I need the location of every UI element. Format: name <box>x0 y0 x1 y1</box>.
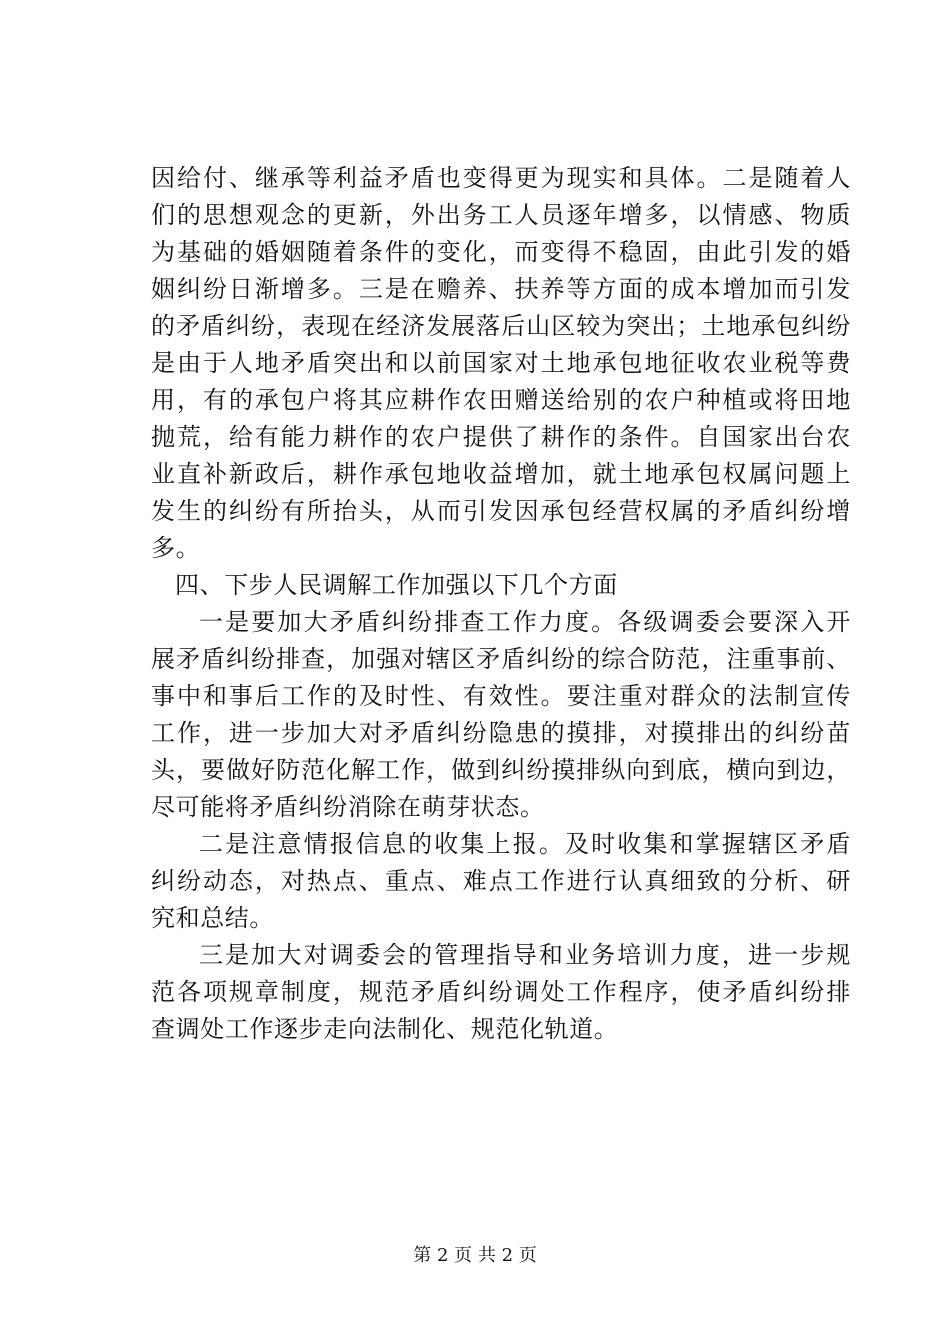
page-footer <box>0 1244 950 1268</box>
text-line: 业直补新政后，耕作承包地收益增加，就土地承包权属问题上 <box>151 460 851 488</box>
text-line: 查调处工作逐步走向法制化、规范化轨道。 <box>151 1015 619 1043</box>
text-line: 范各项规章制度，规范矛盾纠纷调处工作程序，使矛盾纠纷排 <box>151 978 851 1006</box>
text-line: 头，要做好防范化解工作，做到纠纷摸排纵向到底，横向到边， <box>151 756 851 784</box>
text-line: 一是要加大矛盾纠纷排查工作力度。各级调委会要深入开 <box>199 608 851 636</box>
text-line: 二是注意情报信息的收集上报。及时收集和掌握辖区矛盾 <box>199 830 851 858</box>
text-line: 姻纠纷日渐增多。三是在赡养、扶养等方面的成本增加而引发 <box>151 275 851 303</box>
text-line: 为基础的婚姻随着条件的变化，而变得不稳固，由此引发的婚 <box>151 238 851 266</box>
text-line: 纠纷动态，对热点、重点、难点工作进行认真细致的分析、研 <box>151 867 851 895</box>
text-line: 的矛盾纠纷，表现在经济发展落后山区较为突出；土地承包纠纷 <box>151 312 851 340</box>
section-heading: 四、下步人民调解工作加强以下几个方面 <box>175 571 618 599</box>
text-line: 尽可能将矛盾纠纷消除在萌芽状态。 <box>151 793 545 821</box>
text-line: 事中和事后工作的及时性、有效性。要注重对群众的法制宣传 <box>151 682 851 710</box>
text-line: 用，有的承包户将其应耕作农田赠送给别的农户种植或将田地 <box>151 386 851 414</box>
text-line: 抛荒，给有能力耕作的农户提供了耕作的条件。自国家出台农 <box>151 423 851 451</box>
text-line: 究和总结。 <box>151 904 274 932</box>
text-line: 们的思想观念的更新，外出务工人员逐年增多，以情感、物质 <box>151 201 851 229</box>
text-line: 展矛盾纠纷排查，加强对辖区矛盾纠纷的综合防范，注重事前、 <box>151 645 851 673</box>
document-body <box>151 160 851 1048</box>
text-line: 因给付、继承等利益矛盾也变得更为现实和具体。二是随着人 <box>151 164 851 192</box>
text-line: 三是加大对调委会的管理指导和业务培训力度，进一步规 <box>199 941 851 969</box>
text-line: 发生的纠纷有所抬头，从而引发因承包经营权属的矛盾纠纷增 <box>151 497 851 525</box>
text-line: 工作，进一步加大对矛盾纠纷隐患的摸排，对摸排出的纠纷苗 <box>151 719 851 747</box>
page-number-label: 第 2 页 共 2 页 <box>413 1245 537 1266</box>
text-line: 多。 <box>151 534 201 562</box>
text-line: 是由于人地矛盾突出和以前国家对土地承包地征收农业税等费 <box>151 349 851 377</box>
